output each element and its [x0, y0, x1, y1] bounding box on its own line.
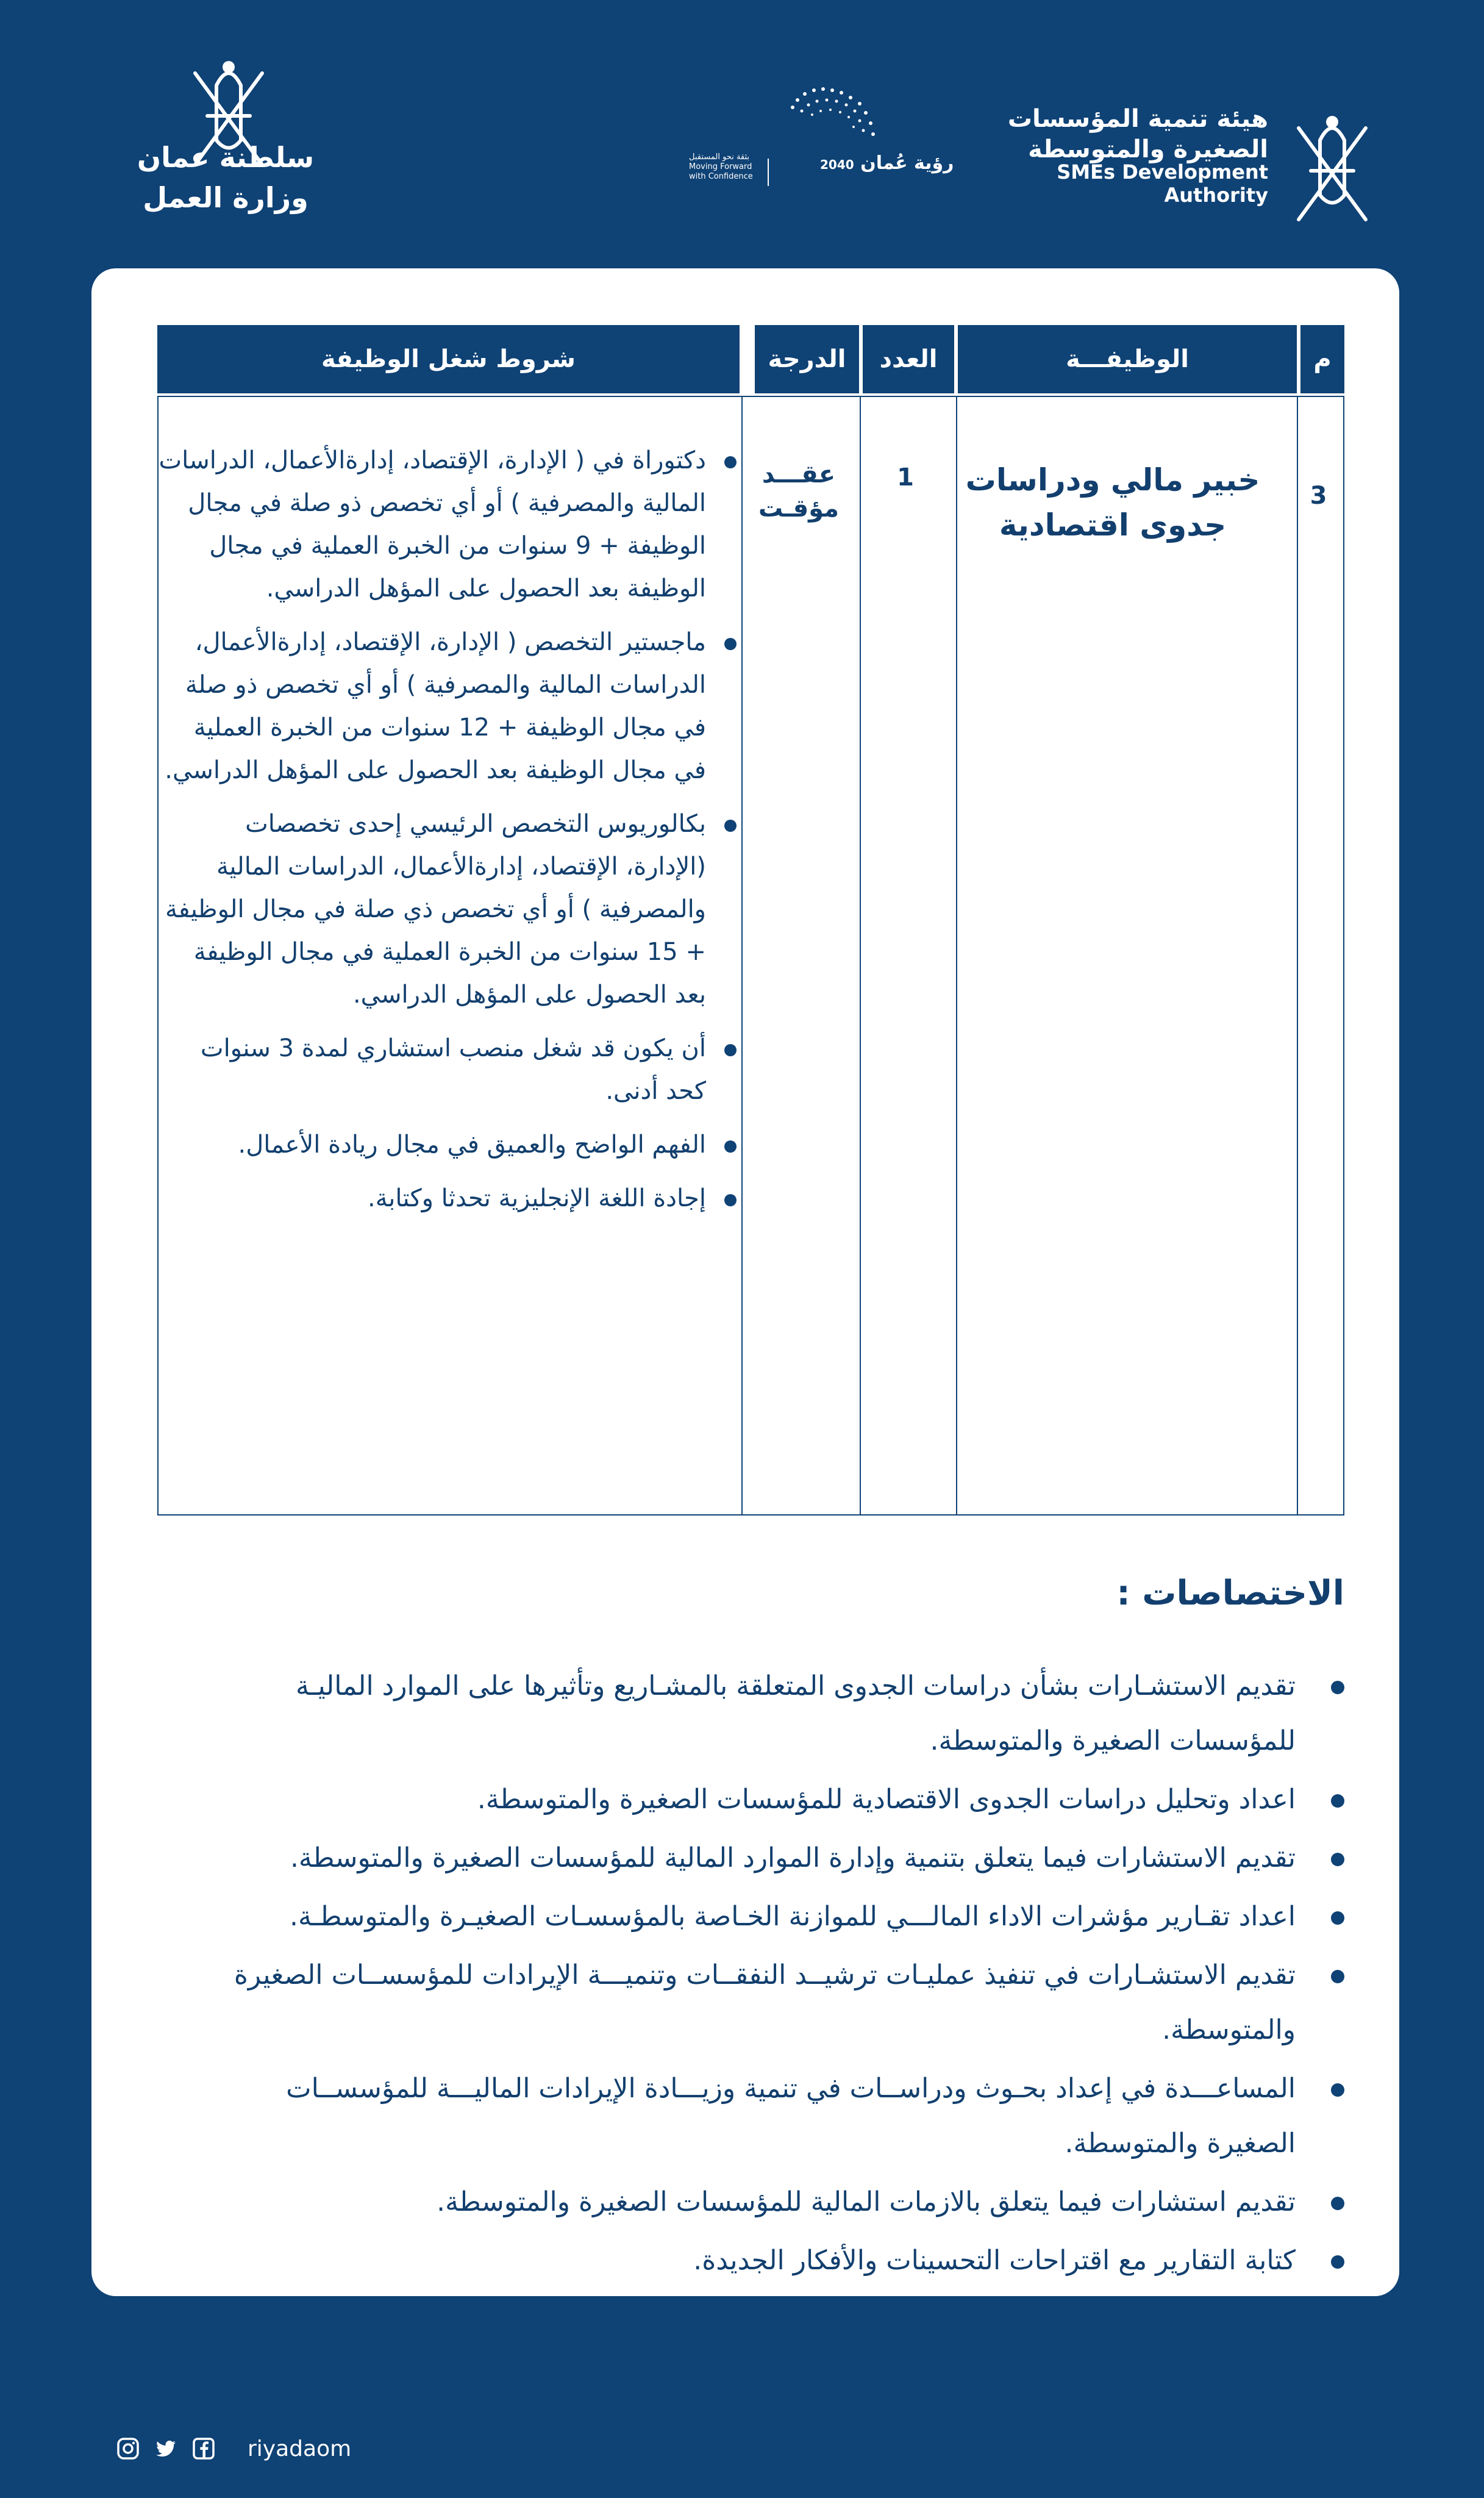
- duties-list: [207, 1659, 1344, 2292]
- condition-item: ماجستير التخصص ( الإدارة، الإقتصاد، إدارةالأعمال، الدراسات المالية والمصرفية ) أو أي تخصص ذو صلة في مجال الوظيفة + 12 سنوات من الخبرة العملية في مجال الوظيفة بعد الحصول على المؤهل الدراسي.: [157, 621, 737, 792]
- social-handle[interactable]: riyadaom: [248, 2436, 352, 2461]
- vision-title: رؤية عُمان 2040: [820, 152, 954, 174]
- condition-item: الفهم الواضح والعميق في مجال ريادة الأعمال.: [157, 1123, 737, 1166]
- header-conditions: شروط شغل الوظيفة: [157, 325, 740, 393]
- condition-item: إجادة اللغة الإنجليزية تحدثا وكتابة.: [157, 1177, 737, 1220]
- header-count: العدد: [863, 325, 954, 393]
- duty-item: كتابة التقارير مع اقتراحات التحسينات والأفكار الجديدة.: [207, 2233, 1344, 2288]
- social-footer: [116, 2433, 351, 2464]
- ministry-name: [110, 137, 341, 218]
- condition-item: بكالوريوس التخصص الرئيسي إحدى تخصصات (الإدارة، الإقتصاد، إدارةالأعمال، الدراسات المالية والمصرفية ) أو أي تخصص ذي صلة في مجال الوظيفة + 15 سنوات من الخبرة العملية في مجال الوظيفة بعد الحصول على المؤهل الدراسي.: [157, 803, 737, 1016]
- row-number: 3: [1310, 482, 1327, 510]
- column-divider: [956, 396, 957, 1516]
- authority-ar-line1: هيئة تنمية المؤسسات: [1007, 105, 1268, 133]
- ministry-line1: سلطنة عمان: [137, 141, 315, 174]
- duty-item: المساعـــدة في إعداد بحـوث ودراســات في تنمية وزيـــادة الإيرادات الماليـــة للمؤسســات الصغيرة والمتوسطة.: [207, 2061, 1344, 2171]
- job-title: خبير مالي ودراسات جدوى اقتصادية: [965, 462, 1260, 543]
- vision-tagline-en: Moving Forward with Confidence: [689, 162, 753, 181]
- authority-name-en: SMEs Development Authority: [1057, 160, 1268, 207]
- authority-ar-line2: الصغيرة والمتوسطة: [1028, 135, 1268, 163]
- condition-item: دكتوراة في ( الإدارة، الإقتصاد، إدارةالأعمال، الدراسات المالية والمصرفية ) أو أي تخصص ذو صلة في مجال الوظيفة + 9 سنوات من الخبرة العملية في مجال الوظيفة بعد الحصول على المؤهل الدراسي.: [157, 439, 737, 610]
- duty-item: تقديم الاستشـارات بشأن دراسات الجدوى المتعلقة بالمشـاريع وتأثيرها على الموارد الماليـة للمؤسسات الصغيرة والمتوسطة.: [207, 1659, 1344, 1769]
- duties-title: الاختصاصات :: [1116, 1573, 1344, 1613]
- conditions-list: [157, 439, 737, 1231]
- condition-item: أن يكون قد شغل منصب استشاري لمدة 3 سنوات كحد أدنى.: [157, 1027, 737, 1112]
- vision-year: 2040: [820, 157, 854, 172]
- column-divider: [860, 396, 861, 1516]
- header-job: الوظيفـــة: [958, 325, 1297, 393]
- vision-tagline-ar: بثقة نحو المستقبل: [689, 152, 750, 162]
- instagram-icon[interactable]: [116, 2436, 140, 2461]
- authority-emblem-icon: [1286, 104, 1378, 232]
- duty-item: تقديم الاستشارات فيما يتعلق بتنمية وإدارة الموارد المالية للمؤسسات الصغيرة والمتوسطة.: [207, 1831, 1344, 1886]
- header-grade: الدرجة: [755, 325, 859, 393]
- duty-item: اعداد تقـارير مؤشرات الاداء المالـــي للموازنة الخـاصة بالمؤسسـات الصغيـرة والمتوسطـة.: [207, 1889, 1344, 1944]
- authority-name-ar: [951, 104, 1268, 165]
- facebook-icon[interactable]: [191, 2436, 216, 2461]
- job-count: 1: [897, 463, 914, 492]
- ministry-line2: وزارة العمل: [143, 181, 309, 214]
- duty-item: تقديم الاستشـارات في تنفيذ عمليـات ترشيــد النفقــات وتنميـــة الإيرادات للمؤسســات الصغيرة والمتوسطة.: [207, 1948, 1344, 2058]
- page-header: [0, 0, 1484, 268]
- column-divider: [741, 396, 743, 1516]
- duty-item: اعداد وتحليل دراسات الجدوى الاقتصادية للمؤسسات الصغيرة والمتوسطة.: [207, 1772, 1344, 1827]
- twitter-icon[interactable]: [154, 2436, 178, 2461]
- vision-tagline: [689, 152, 762, 182]
- column-divider: [1297, 396, 1298, 1516]
- duty-item: تقديم استشارات فيما يتعلق بالازمات المالية للمؤسسات الصغيرة والمتوسطة.: [207, 2175, 1344, 2230]
- job-grade: عقـــد مؤقـت: [758, 460, 840, 523]
- header-num: م: [1300, 325, 1344, 393]
